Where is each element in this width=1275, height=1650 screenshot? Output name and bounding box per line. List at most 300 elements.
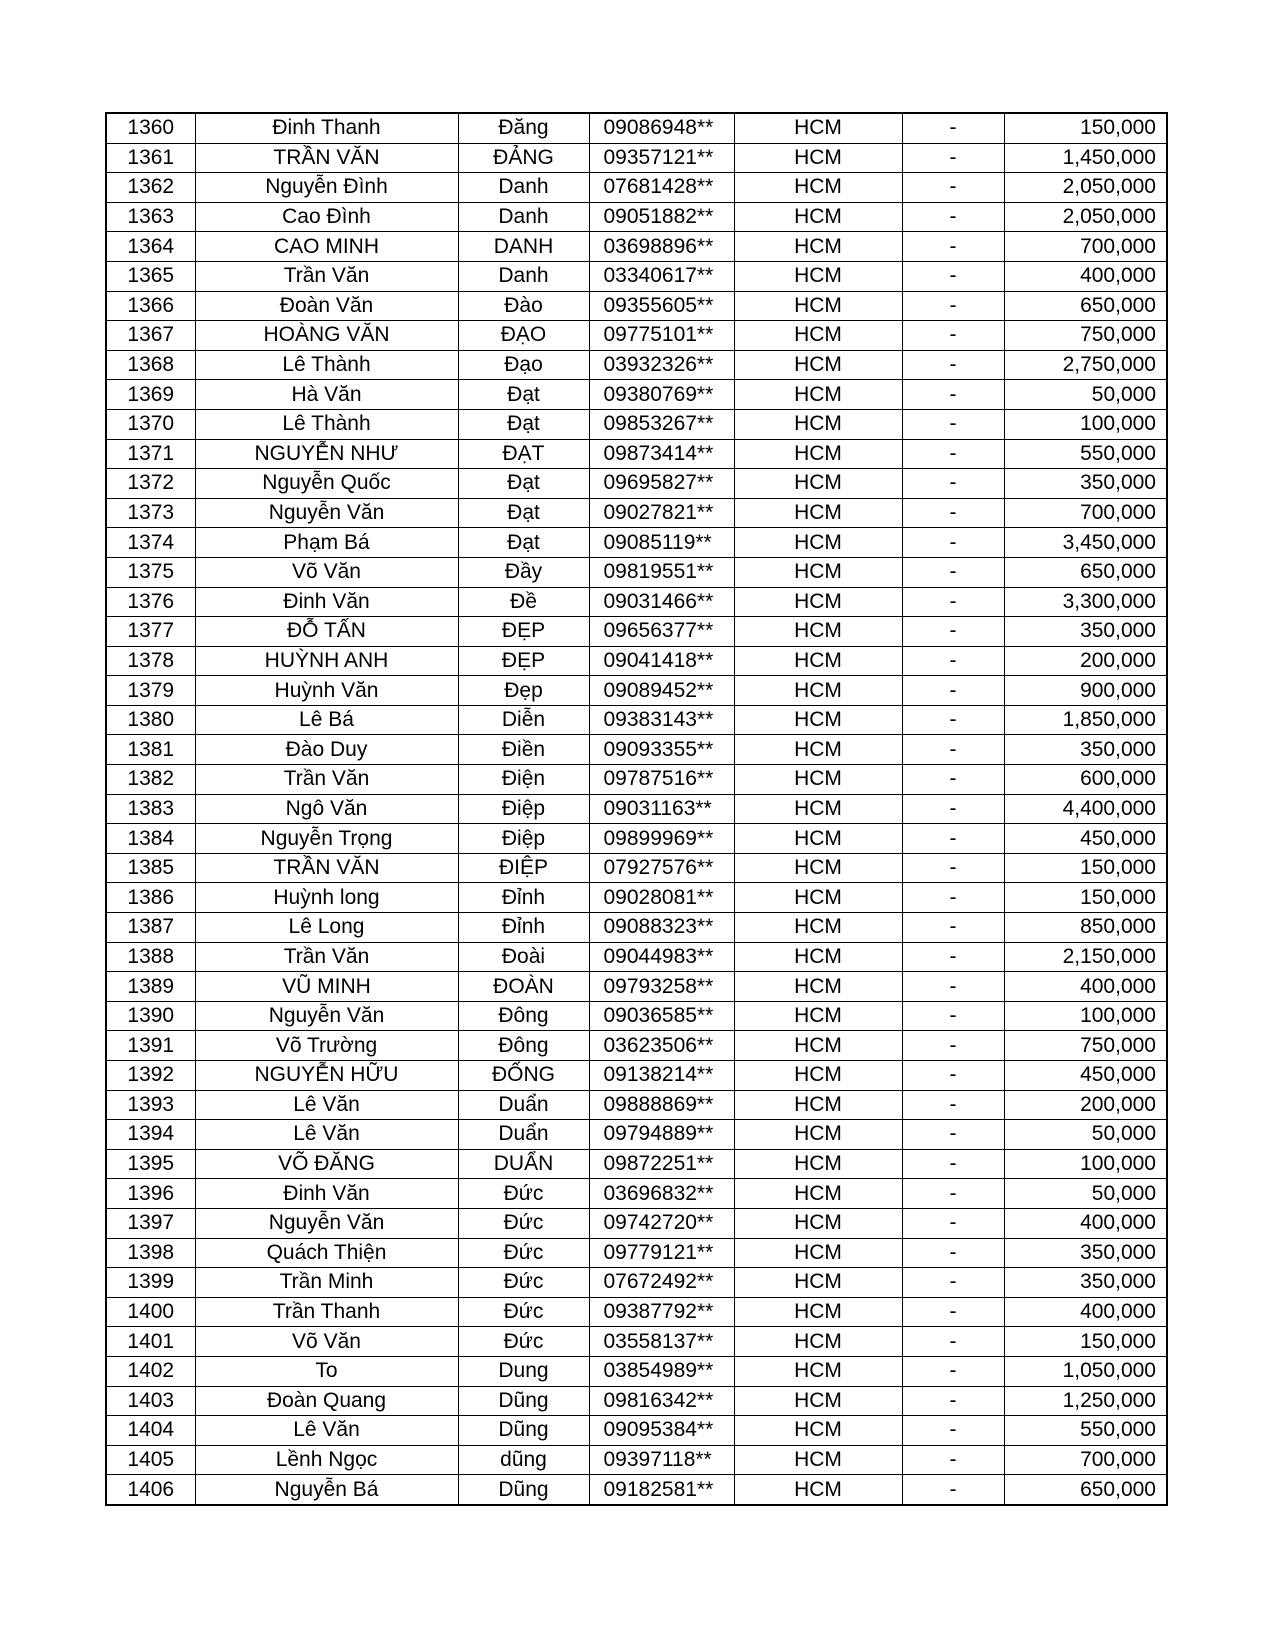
amount-cell: 2,050,000	[1004, 173, 1167, 203]
dash-cell: -	[902, 824, 1004, 854]
dash-cell: -	[902, 380, 1004, 410]
amount-cell: 400,000	[1004, 1208, 1167, 1238]
given-names-cell: Cao Đình	[195, 202, 458, 232]
surname-cell: Đức	[458, 1327, 589, 1357]
dash-cell: -	[902, 646, 1004, 676]
region-cell: HCM	[734, 469, 902, 499]
phone-cell: 09095384**	[589, 1416, 734, 1446]
dash-cell: -	[902, 1475, 1004, 1505]
row-number-cell: 1377	[106, 617, 195, 647]
region-cell: HCM	[734, 321, 902, 351]
row-number-cell: 1388	[106, 942, 195, 972]
table-row	[106, 913, 1167, 943]
amount-cell: 2,750,000	[1004, 350, 1167, 380]
region-cell: HCM	[734, 350, 902, 380]
region-cell: HCM	[734, 1475, 902, 1505]
surname-cell: Đạt	[458, 498, 589, 528]
phone-cell: 09089452**	[589, 676, 734, 706]
surname-cell: Duẩn	[458, 1090, 589, 1120]
given-names-cell: ĐỖ TẤN	[195, 617, 458, 647]
given-names-cell: Lê Bá	[195, 705, 458, 735]
amount-cell: 200,000	[1004, 646, 1167, 676]
phone-cell: 09093355**	[589, 735, 734, 765]
dash-cell: -	[902, 261, 1004, 291]
table-row	[106, 439, 1167, 469]
phone-cell: 09695827**	[589, 469, 734, 499]
phone-cell: 09742720**	[589, 1208, 734, 1238]
row-number-cell: 1404	[106, 1416, 195, 1446]
given-names-cell: Huỳnh long	[195, 883, 458, 913]
amount-cell: 700,000	[1004, 232, 1167, 262]
amount-cell: 550,000	[1004, 1416, 1167, 1446]
region-cell: HCM	[734, 913, 902, 943]
amount-cell: 400,000	[1004, 972, 1167, 1002]
phone-cell: 09031163**	[589, 794, 734, 824]
amount-cell: 100,000	[1004, 1149, 1167, 1179]
phone-cell: 09028081**	[589, 883, 734, 913]
row-number-cell: 1365	[106, 261, 195, 291]
table-row	[106, 321, 1167, 351]
region-cell: HCM	[734, 202, 902, 232]
surname-cell: Đẹp	[458, 676, 589, 706]
amount-cell: 100,000	[1004, 409, 1167, 439]
table-row	[106, 1386, 1167, 1416]
given-names-cell: Võ Văn	[195, 1327, 458, 1357]
table-row	[106, 942, 1167, 972]
given-names-cell: Đinh Văn	[195, 1179, 458, 1209]
dash-cell: -	[902, 1297, 1004, 1327]
region-cell: HCM	[734, 1061, 902, 1091]
region-cell: HCM	[734, 173, 902, 203]
given-names-cell: Lê Văn	[195, 1090, 458, 1120]
region-cell: HCM	[734, 1179, 902, 1209]
amount-cell: 650,000	[1004, 1475, 1167, 1505]
surname-cell: Đức	[458, 1238, 589, 1268]
table-row	[106, 794, 1167, 824]
row-number-cell: 1367	[106, 321, 195, 351]
surname-cell: ĐẸP	[458, 646, 589, 676]
region-cell: HCM	[734, 1268, 902, 1298]
surname-cell: Đào	[458, 291, 589, 321]
given-names-cell: Đoàn Quang	[195, 1386, 458, 1416]
region-cell: HCM	[734, 617, 902, 647]
row-number-cell: 1392	[106, 1061, 195, 1091]
dash-cell: -	[902, 972, 1004, 1002]
surname-cell: Diễn	[458, 705, 589, 735]
roster-table-body	[106, 113, 1167, 1505]
row-number-cell: 1376	[106, 587, 195, 617]
region-cell: HCM	[734, 439, 902, 469]
row-number-cell: 1391	[106, 1031, 195, 1061]
row-number-cell: 1370	[106, 409, 195, 439]
given-names-cell: VŨ MINH	[195, 972, 458, 1002]
table-row	[106, 1149, 1167, 1179]
row-number-cell: 1380	[106, 705, 195, 735]
given-names-cell: Nguyễn Bá	[195, 1475, 458, 1505]
phone-cell: 09656377**	[589, 617, 734, 647]
surname-cell: Đoài	[458, 942, 589, 972]
surname-cell: ĐẸP	[458, 617, 589, 647]
given-names-cell: VÕ ĐĂNG	[195, 1149, 458, 1179]
surname-cell: Điệp	[458, 794, 589, 824]
row-number-cell: 1396	[106, 1179, 195, 1209]
table-row	[106, 705, 1167, 735]
surname-cell: Đạo	[458, 350, 589, 380]
region-cell: HCM	[734, 1386, 902, 1416]
table-row	[106, 202, 1167, 232]
row-number-cell: 1390	[106, 1001, 195, 1031]
row-number-cell: 1368	[106, 350, 195, 380]
row-number-cell: 1375	[106, 557, 195, 587]
document-page	[105, 112, 1166, 1506]
given-names-cell: Nguyễn Văn	[195, 498, 458, 528]
surname-cell: Đăng	[458, 113, 589, 143]
region-cell: HCM	[734, 409, 902, 439]
amount-cell: 350,000	[1004, 1268, 1167, 1298]
surname-cell: dũng	[458, 1445, 589, 1475]
dash-cell: -	[902, 1445, 1004, 1475]
row-number-cell: 1387	[106, 913, 195, 943]
row-number-cell: 1398	[106, 1238, 195, 1268]
table-row	[106, 1445, 1167, 1475]
given-names-cell: Đinh Thanh	[195, 113, 458, 143]
table-row	[106, 1238, 1167, 1268]
table-row	[106, 824, 1167, 854]
surname-cell: Điền	[458, 735, 589, 765]
region-cell: HCM	[734, 557, 902, 587]
table-row	[106, 1090, 1167, 1120]
given-names-cell: Trần Văn	[195, 765, 458, 795]
region-cell: HCM	[734, 291, 902, 321]
dash-cell: -	[902, 232, 1004, 262]
phone-cell: 09387792**	[589, 1297, 734, 1327]
surname-cell: DANH	[458, 232, 589, 262]
surname-cell: Danh	[458, 261, 589, 291]
dash-cell: -	[902, 853, 1004, 883]
region-cell: HCM	[734, 1120, 902, 1150]
phone-cell: 09355605**	[589, 291, 734, 321]
surname-cell: Dũng	[458, 1416, 589, 1446]
dash-cell: -	[902, 291, 1004, 321]
amount-cell: 200,000	[1004, 1090, 1167, 1120]
surname-cell: ĐỐNG	[458, 1061, 589, 1091]
surname-cell: Điện	[458, 765, 589, 795]
row-number-cell: 1406	[106, 1475, 195, 1505]
dash-cell: -	[902, 1090, 1004, 1120]
region-cell: HCM	[734, 380, 902, 410]
amount-cell: 550,000	[1004, 439, 1167, 469]
given-names-cell: Ngô Văn	[195, 794, 458, 824]
surname-cell: Đạt	[458, 380, 589, 410]
surname-cell: Đông	[458, 1031, 589, 1061]
row-number-cell: 1399	[106, 1268, 195, 1298]
surname-cell: Đức	[458, 1208, 589, 1238]
surname-cell: Dũng	[458, 1475, 589, 1505]
roster-table	[105, 112, 1168, 1506]
amount-cell: 100,000	[1004, 1001, 1167, 1031]
given-names-cell: NGUYỄN HỮU	[195, 1061, 458, 1091]
region-cell: HCM	[734, 1445, 902, 1475]
surname-cell: Đức	[458, 1268, 589, 1298]
amount-cell: 600,000	[1004, 765, 1167, 795]
table-row	[106, 173, 1167, 203]
dash-cell: -	[902, 143, 1004, 173]
dash-cell: -	[902, 202, 1004, 232]
surname-cell: Đức	[458, 1297, 589, 1327]
table-row	[106, 1031, 1167, 1061]
amount-cell: 650,000	[1004, 557, 1167, 587]
given-names-cell: HOÀNG VĂN	[195, 321, 458, 351]
region-cell: HCM	[734, 1001, 902, 1031]
region-cell: HCM	[734, 261, 902, 291]
region-cell: HCM	[734, 1208, 902, 1238]
surname-cell: Danh	[458, 173, 589, 203]
phone-cell: 09819551**	[589, 557, 734, 587]
amount-cell: 150,000	[1004, 1327, 1167, 1357]
dash-cell: -	[902, 1179, 1004, 1209]
row-number-cell: 1382	[106, 765, 195, 795]
dash-cell: -	[902, 942, 1004, 972]
amount-cell: 850,000	[1004, 913, 1167, 943]
phone-cell: 09088323**	[589, 913, 734, 943]
dash-cell: -	[902, 913, 1004, 943]
surname-cell: Đỉnh	[458, 913, 589, 943]
phone-cell: 09775101**	[589, 321, 734, 351]
given-names-cell: Phạm Bá	[195, 528, 458, 558]
region-cell: HCM	[734, 972, 902, 1002]
amount-cell: 400,000	[1004, 261, 1167, 291]
region-cell: HCM	[734, 1416, 902, 1446]
given-names-cell: Quách Thiện	[195, 1238, 458, 1268]
row-number-cell: 1395	[106, 1149, 195, 1179]
amount-cell: 1,850,000	[1004, 705, 1167, 735]
phone-cell: 03696832**	[589, 1179, 734, 1209]
row-number-cell: 1383	[106, 794, 195, 824]
dash-cell: -	[902, 113, 1004, 143]
row-number-cell: 1381	[106, 735, 195, 765]
dash-cell: -	[902, 498, 1004, 528]
table-row	[106, 853, 1167, 883]
dash-cell: -	[902, 557, 1004, 587]
dash-cell: -	[902, 705, 1004, 735]
phone-cell: 09383143**	[589, 705, 734, 735]
phone-cell: 07681428**	[589, 173, 734, 203]
region-cell: HCM	[734, 143, 902, 173]
dash-cell: -	[902, 321, 1004, 351]
table-row	[106, 1356, 1167, 1386]
table-row	[106, 883, 1167, 913]
phone-cell: 09138214**	[589, 1061, 734, 1091]
phone-cell: 09380769**	[589, 380, 734, 410]
table-row	[106, 1416, 1167, 1446]
dash-cell: -	[902, 173, 1004, 203]
row-number-cell: 1372	[106, 469, 195, 499]
given-names-cell: Lê Văn	[195, 1416, 458, 1446]
amount-cell: 750,000	[1004, 1031, 1167, 1061]
phone-cell: 09899969**	[589, 824, 734, 854]
amount-cell: 450,000	[1004, 1061, 1167, 1091]
phone-cell: 09051882**	[589, 202, 734, 232]
dash-cell: -	[902, 1149, 1004, 1179]
table-row	[106, 972, 1167, 1002]
amount-cell: 50,000	[1004, 380, 1167, 410]
region-cell: HCM	[734, 705, 902, 735]
surname-cell: DUẨN	[458, 1149, 589, 1179]
table-row	[106, 469, 1167, 499]
dash-cell: -	[902, 765, 1004, 795]
phone-cell: 03698896**	[589, 232, 734, 262]
surname-cell: ĐOÀN	[458, 972, 589, 1002]
given-names-cell: Lê Thành	[195, 350, 458, 380]
surname-cell: Đông	[458, 1001, 589, 1031]
given-names-cell: Lê Thành	[195, 409, 458, 439]
row-number-cell: 1386	[106, 883, 195, 913]
region-cell: HCM	[734, 883, 902, 913]
given-names-cell: Đoàn Văn	[195, 291, 458, 321]
given-names-cell: Võ Văn	[195, 557, 458, 587]
row-number-cell: 1369	[106, 380, 195, 410]
phone-cell: 07672492**	[589, 1268, 734, 1298]
phone-cell: 09787516**	[589, 765, 734, 795]
dash-cell: -	[902, 883, 1004, 913]
region-cell: HCM	[734, 1238, 902, 1268]
given-names-cell: Hà Văn	[195, 380, 458, 410]
row-number-cell: 1403	[106, 1386, 195, 1416]
amount-cell: 50,000	[1004, 1179, 1167, 1209]
dash-cell: -	[902, 1208, 1004, 1238]
amount-cell: 1,050,000	[1004, 1356, 1167, 1386]
dash-cell: -	[902, 794, 1004, 824]
phone-cell: 09779121**	[589, 1238, 734, 1268]
row-number-cell: 1385	[106, 853, 195, 883]
row-number-cell: 1366	[106, 291, 195, 321]
surname-cell: ĐIỆP	[458, 853, 589, 883]
dash-cell: -	[902, 735, 1004, 765]
given-names-cell: Lê Văn	[195, 1120, 458, 1150]
table-row	[106, 350, 1167, 380]
region-cell: HCM	[734, 1149, 902, 1179]
row-number-cell: 1393	[106, 1090, 195, 1120]
table-row	[106, 646, 1167, 676]
amount-cell: 1,450,000	[1004, 143, 1167, 173]
region-cell: HCM	[734, 498, 902, 528]
amount-cell: 900,000	[1004, 676, 1167, 706]
given-names-cell: TRẦN VĂN	[195, 143, 458, 173]
table-row	[106, 1208, 1167, 1238]
table-row	[106, 765, 1167, 795]
table-row	[106, 113, 1167, 143]
surname-cell: Đạt	[458, 409, 589, 439]
row-number-cell: 1362	[106, 173, 195, 203]
table-row	[106, 232, 1167, 262]
given-names-cell: Võ Trường	[195, 1031, 458, 1061]
amount-cell: 3,450,000	[1004, 528, 1167, 558]
row-number-cell: 1402	[106, 1356, 195, 1386]
amount-cell: 150,000	[1004, 883, 1167, 913]
row-number-cell: 1360	[106, 113, 195, 143]
given-names-cell: Nguyễn Quốc	[195, 469, 458, 499]
phone-cell: 03932326**	[589, 350, 734, 380]
given-names-cell: Nguyễn Đình	[195, 173, 458, 203]
region-cell: HCM	[734, 1327, 902, 1357]
amount-cell: 650,000	[1004, 291, 1167, 321]
row-number-cell: 1394	[106, 1120, 195, 1150]
amount-cell: 3,300,000	[1004, 587, 1167, 617]
surname-cell: Dung	[458, 1356, 589, 1386]
region-cell: HCM	[734, 646, 902, 676]
amount-cell: 150,000	[1004, 113, 1167, 143]
region-cell: HCM	[734, 232, 902, 262]
surname-cell: Đỉnh	[458, 883, 589, 913]
table-row	[106, 676, 1167, 706]
phone-cell: 09794889**	[589, 1120, 734, 1150]
row-number-cell: 1363	[106, 202, 195, 232]
dash-cell: -	[902, 1031, 1004, 1061]
row-number-cell: 1379	[106, 676, 195, 706]
dash-cell: -	[902, 439, 1004, 469]
region-cell: HCM	[734, 824, 902, 854]
table-row	[106, 143, 1167, 173]
region-cell: HCM	[734, 942, 902, 972]
surname-cell: Dũng	[458, 1386, 589, 1416]
table-row	[106, 587, 1167, 617]
region-cell: HCM	[734, 528, 902, 558]
given-names-cell: Trần Thanh	[195, 1297, 458, 1327]
dash-cell: -	[902, 1386, 1004, 1416]
phone-cell: 07927576**	[589, 853, 734, 883]
dash-cell: -	[902, 1238, 1004, 1268]
amount-cell: 2,150,000	[1004, 942, 1167, 972]
region-cell: HCM	[734, 1356, 902, 1386]
given-names-cell: To	[195, 1356, 458, 1386]
row-number-cell: 1364	[106, 232, 195, 262]
region-cell: HCM	[734, 1031, 902, 1061]
row-number-cell: 1378	[106, 646, 195, 676]
phone-cell: 09036585**	[589, 1001, 734, 1031]
table-row	[106, 617, 1167, 647]
dash-cell: -	[902, 409, 1004, 439]
phone-cell: 03558137**	[589, 1327, 734, 1357]
given-names-cell: TRẦN VĂN	[195, 853, 458, 883]
phone-cell: 03340617**	[589, 261, 734, 291]
amount-cell: 750,000	[1004, 321, 1167, 351]
table-row	[106, 1268, 1167, 1298]
phone-cell: 09085119**	[589, 528, 734, 558]
amount-cell: 700,000	[1004, 1445, 1167, 1475]
dash-cell: -	[902, 1001, 1004, 1031]
phone-cell: 09041418**	[589, 646, 734, 676]
phone-cell: 03623506**	[589, 1031, 734, 1061]
dash-cell: -	[902, 587, 1004, 617]
phone-cell: 09044983**	[589, 942, 734, 972]
given-names-cell: Nguyễn Văn	[195, 1001, 458, 1031]
phone-cell: 09027821**	[589, 498, 734, 528]
phone-cell: 09816342**	[589, 1386, 734, 1416]
phone-cell: 09086948**	[589, 113, 734, 143]
surname-cell: Đức	[458, 1179, 589, 1209]
dash-cell: -	[902, 617, 1004, 647]
phone-cell: 09873414**	[589, 439, 734, 469]
given-names-cell: Lê Long	[195, 913, 458, 943]
dash-cell: -	[902, 350, 1004, 380]
phone-cell: 09888869**	[589, 1090, 734, 1120]
amount-cell: 50,000	[1004, 1120, 1167, 1150]
table-row	[106, 528, 1167, 558]
given-names-cell: Đào Duy	[195, 735, 458, 765]
amount-cell: 350,000	[1004, 469, 1167, 499]
dash-cell: -	[902, 528, 1004, 558]
given-names-cell: Huỳnh Văn	[195, 676, 458, 706]
